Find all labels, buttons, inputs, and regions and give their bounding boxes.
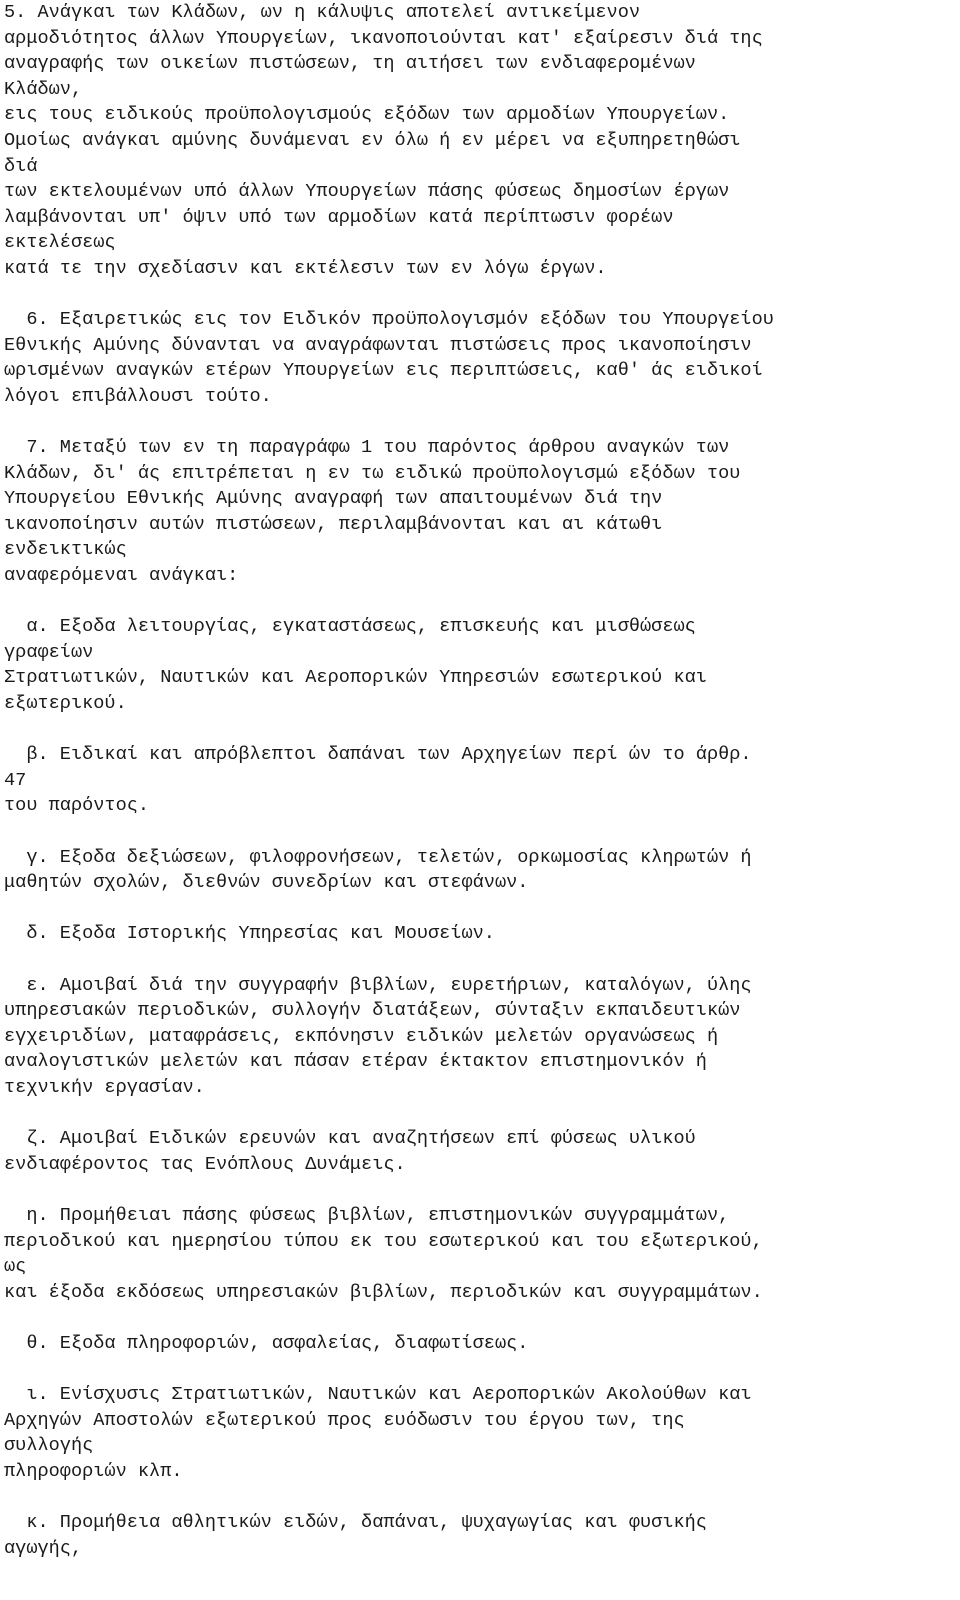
text-line: αρμοδιότητος άλλων Υπουργείων, ικανοποιούνται κατ' εξαίρεσιν διά της: [4, 27, 763, 49]
text-line: λόγοι επιβάλλουσι τούτο.: [4, 385, 272, 407]
text-line: λαμβάνονται υπ' όψιν υπό των αρμοδίων κατά περίπτωσιν φορέων: [4, 206, 674, 228]
text-line: ε. Αμοιβαί διά την συγγραφήν βιβλίων, ευρετήριων, καταλόγων, ύλης: [4, 974, 752, 996]
text-line: ζ. Αμοιβαί Ειδικών ερευνών και αναζητήσεων επί φύσεως υλικού: [4, 1128, 696, 1150]
text-line: αναλογιστικών μελετών και πάσαν ετέραν έκτακτον επιστημονικόν ή: [4, 1051, 707, 1073]
text-line: [4, 896, 960, 922]
text-line: των εκτελουμένων υπό άλλων Υπουργείων πάσης φύσεως δημοσίων έργων: [4, 181, 730, 203]
text-line: αναφερόμεναι ανάγκαι:: [4, 565, 239, 587]
text-line: [4, 1305, 960, 1331]
text-line: αγωγής,: [4, 1537, 83, 1559]
text-line: β. Ειδικαί και απρόβλεπτοι δαπάναι των Αρχηγείων περί ών το άρθρ.: [4, 744, 752, 766]
text-line: [4, 410, 960, 436]
text-line: [4, 282, 960, 308]
text-line: [4, 1177, 960, 1203]
text-line: [4, 947, 960, 973]
text-line: συλλογής: [4, 1435, 94, 1457]
text-line: διά: [4, 155, 38, 177]
text-line: [4, 1356, 960, 1382]
text-line: [4, 819, 960, 845]
text-line: [4, 589, 960, 615]
text-line: εξωτερικού.: [4, 693, 127, 715]
text-line: 47: [4, 769, 27, 791]
text-line: θ. Εξοδα πληροφοριών, ασφαλείας, διαφωτίσεως.: [4, 1332, 529, 1354]
text-line: Κλάδων,: [4, 78, 83, 100]
text-line: γ. Εξοδα δεξιώσεων, φιλοφρονήσεων, τελετών, ορκωμοσίας κληρωτών ή: [4, 846, 752, 868]
text-line: ικανοποίησιν αυτών πιστώσεων, περιλαμβάνονται και αι κάτωθι: [4, 513, 663, 535]
text-line: κατά τε την σχεδίασιν και εκτέλεσιν των εν λόγω έργων.: [4, 257, 607, 279]
text-line: Στρατιωτικών, Ναυτικών και Αεροπορικών Υπηρεσιών εσωτερικού και: [4, 667, 707, 689]
text-line: 6. Εξαιρετικώς εις τον Ειδικόν προϋπολογισμόν εξόδων του Υπουργείου: [4, 309, 774, 331]
text-line: η. Προμήθειαι πάσης φύσεως βιβλίων, επιστημονικών συγγραμμάτων,: [4, 1204, 730, 1226]
text-line: κ. Προμήθεια αθλητικών ειδών, δαπάναι, ψυχαγωγίας και φυσικής: [4, 1512, 707, 1534]
text-line: ως: [4, 1256, 27, 1278]
text-line: ενδιαφέροντος τας Ενόπλους Δυνάμεις.: [4, 1153, 406, 1175]
text-line: πληροφοριών κλπ.: [4, 1460, 183, 1482]
text-line: εκτελέσεως: [4, 232, 116, 254]
text-line: εγχειριδίων, ματαφράσεις, εκπόνησιν ειδικών μελετών οργανώσεως ή: [4, 1025, 719, 1047]
text-line: ωρισμένων αναγκών ετέρων Υπουργείων εις περιπτώσεις, καθ' άς ειδικοί: [4, 360, 763, 382]
text-line: [4, 1101, 960, 1127]
text-line: ι. Ενίσχυσις Στρατιωτικών, Ναυτικών και Αεροπορικών Ακολούθων και: [4, 1384, 752, 1406]
text-line: Εθνικής Αμύνης δύνανται να αναγράφωνται πιστώσεις προς ικανοποίησιν: [4, 334, 752, 356]
text-line: περιοδικού και ημερησίου τύπου εκ του εσωτερικού και του εξωτερικού,: [4, 1230, 763, 1252]
text-line: Υπουργείου Εθνικής Αμύνης αναγραφή των απαιτουμένων διά την: [4, 488, 663, 510]
text-line: 7. Μεταξύ των εν τη παραγράφω 1 του παρόντος άρθρου αναγκών των: [4, 437, 730, 459]
text-line: Ομοίως ανάγκαι αμύνης δυνάμεναι εν όλω ή εν μέρει να εξυπηρετηθώσι: [4, 129, 741, 151]
text-line: [4, 717, 960, 743]
text-line: Αρχηγών Αποστολών εξωτερικού προς ευόδωσιν του έργου των, της: [4, 1409, 685, 1431]
text-line: εις τους ειδικούς προϋπολογισμούς εξόδων των αρμοδίων Υπουργείων.: [4, 104, 730, 126]
text-line: ενδεικτικώς: [4, 539, 127, 561]
text-line: α. Εξοδα λειτουργίας, εγκαταστάσεως, επισκευής και μισθώσεως: [4, 616, 696, 638]
text-line: και έξοδα εκδόσεως υπηρεσιακών βιβλίων, περιοδικών και συγγραμμάτων.: [4, 1281, 763, 1303]
text-line: υπηρεσιακών περιοδικών, συλλογήν διατάξεων, σύνταξιν εκπαιδευτικών: [4, 1000, 741, 1022]
text-line: γραφείων: [4, 641, 94, 663]
text-line: τεχνικήν εργασίαν.: [4, 1076, 205, 1098]
text-line: 5. Ανάγκαι των Κλάδων, ων η κάλυψις αποτελεί αντικείμενον: [4, 2, 641, 23]
text-line: [4, 1484, 960, 1510]
text-line: Κλάδων, δι' άς επιτρέπεται η εν τω ειδικώ προϋπολογισμώ εξόδων του: [4, 462, 741, 484]
text-line: δ. Εξοδα Ιστορικής Υπηρεσίας και Μουσείων.: [4, 923, 495, 945]
text-line: αναγραφής των οικείων πιστώσεων, τη αιτήσει των ενδιαφερομένων: [4, 53, 696, 75]
text-line: του παρόντος.: [4, 795, 150, 817]
text-line: μαθητών σχολών, διεθνών συνεδρίων και στεφάνων.: [4, 872, 529, 894]
